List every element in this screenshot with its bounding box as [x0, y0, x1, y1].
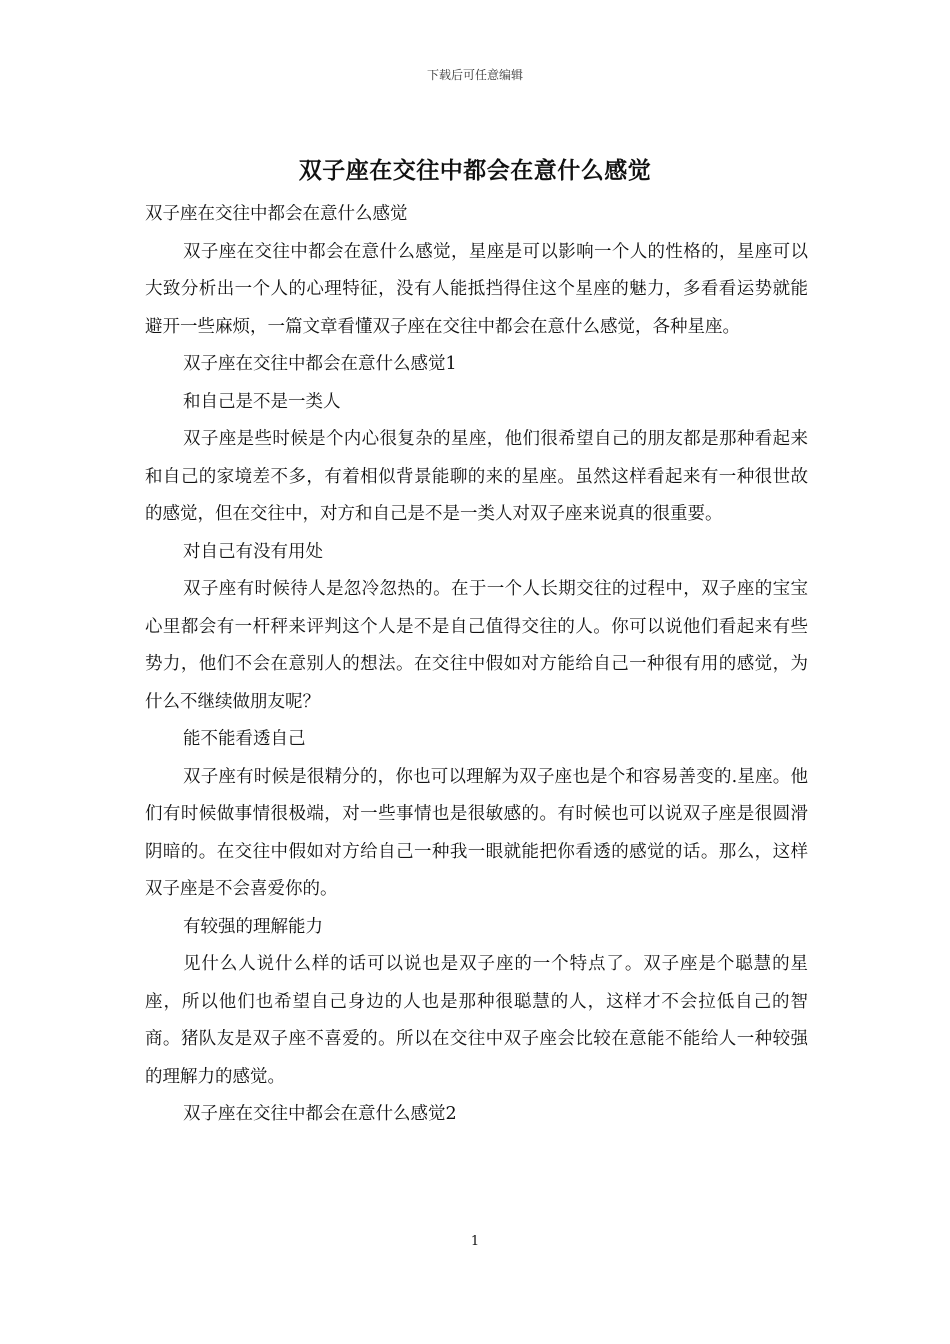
document-body: [145, 196, 808, 1134]
subheading-see-through: 能不能看透自己: [183, 729, 306, 749]
section-heading-1: 双子座在交往中都会在意什么感觉1: [183, 354, 457, 374]
paragraph-see-through: 双子座有时候是很精分的，你也可以理解为双子座也是个和容易善变的.星座。他们有时候做事情很极端，对一些事情也是很敏感的。有时候也可以说双子座是很圆滑阴暗的。在交往中假如对方给自己一种我一眼就能把你看透的感觉的话。那么，这样双子座是不会喜爱你的。: [145, 766, 808, 899]
subheading-usefulness: 对自己有没有用处: [183, 541, 323, 562]
header-note: 下载后可任意编辑: [426, 68, 523, 82]
paragraph-understanding: 见什么人说什么样的话可以说也是双子座的一个特点了。双子座是个聪慧的星座，所以他们也希望自己身边的人也是那种很聪慧的人，这样才不会拉低自己的智商。猪队友是双子座不喜爱的。所以在交往中双子座会比较在意能不能给人一种较强的理解力的感觉。: [145, 954, 808, 1087]
document-title: 双子座在交往中都会在意什么感觉: [298, 157, 652, 184]
section-heading-2: 双子座在交往中都会在意什么感觉2: [183, 1104, 457, 1124]
subtitle-paragraph: 双子座在交往中都会在意什么感觉: [145, 204, 408, 224]
intro-paragraph: 双子座在交往中都会在意什么感觉，星座是可以影响一个人的性格的，星座可以大致分析出一个人的心理特征，没有人能抵挡得住这个星座的魅力，多看看运势就能避开一些麻烦，一篇文章看懂双子座在交往中都会在意什么感觉，各种星座。: [145, 241, 808, 337]
subheading-same-type: 和自己是不是一类人: [183, 391, 341, 412]
subheading-understanding: 有较强的理解能力: [183, 916, 323, 937]
paragraph-same-type: 双子座是些时候是个内心很复杂的星座，他们很希望自己的朋友都是那种看起来和自己的家境差不多，有着相似背景能聊的来的星座。虽然这样看起来有一种很世故的感觉，但在交往中，对方和自己是不是一类人对双子座来说真的很重要。: [145, 429, 808, 524]
page-number: 1: [470, 1234, 480, 1249]
paragraph-usefulness: 双子座有时候待人是忽冷忽热的。在于一个人长期交往的过程中，双子座的宝宝心里都会有一杆秤来评判这个人是不是自己值得交往的人。你可以说他们看起来有些势力，他们不会在意别人的想法。在交往中假如对方能给自己一种很有用的感觉，为什么不继续做朋友呢？: [145, 579, 808, 712]
